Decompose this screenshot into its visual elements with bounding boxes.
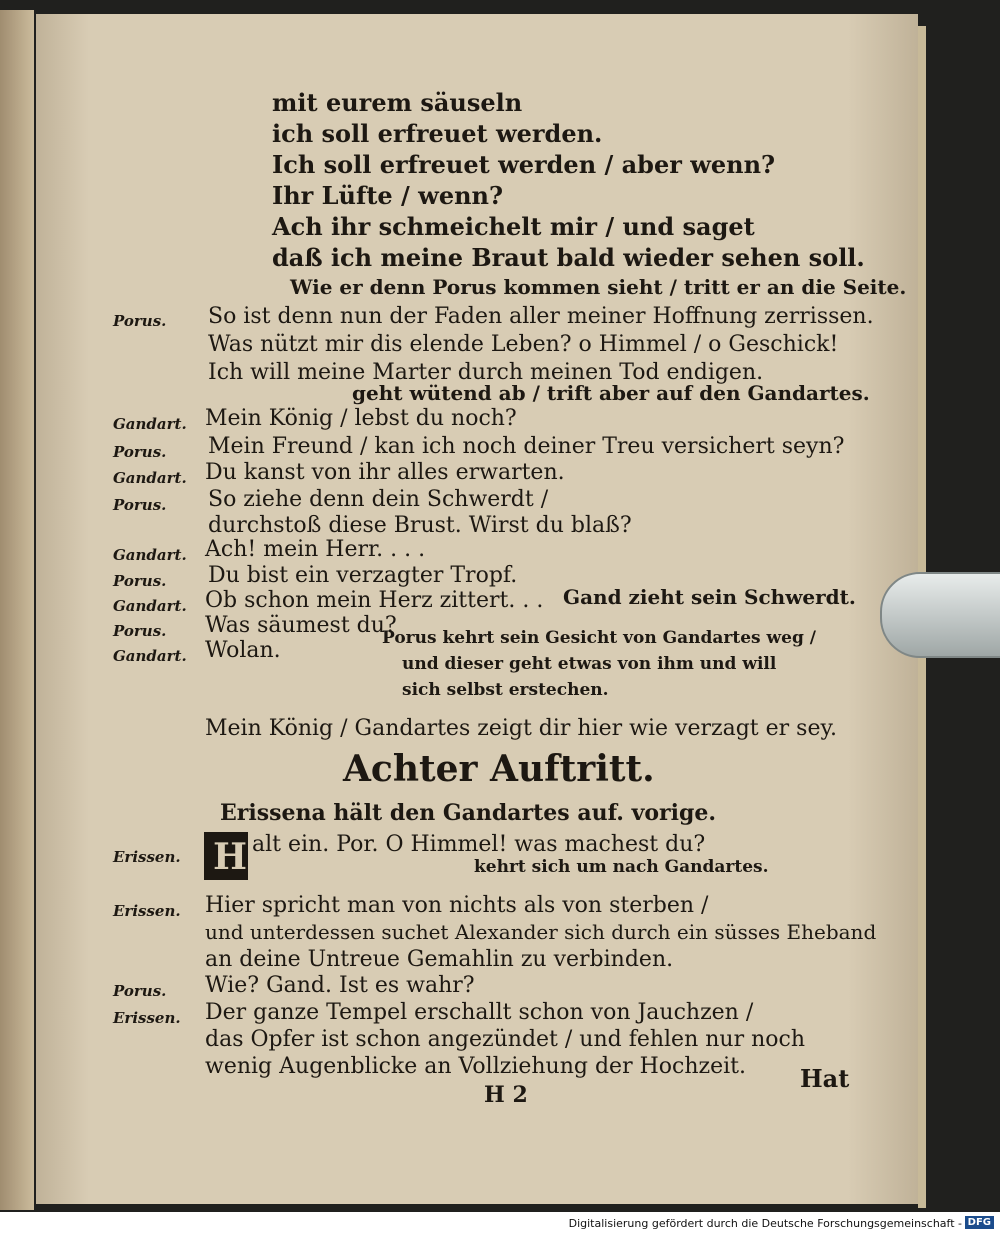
verse-line: daß ich meine Braut bald wieder sehen soll. [272,243,865,272]
stage-direction: kehrt sich um nach Gandartes. [474,857,769,877]
catchword: Hat [800,1064,850,1093]
dialogue-line: So ist denn nun der Faden aller meiner Hoffnung zerrissen. [208,304,874,329]
dialogue-line: und unterdessen suchet Alexander sich durch ein süsses Eheband [205,920,877,944]
scene-title: Achter Auftritt. [343,748,655,790]
stage-direction: geht wütend ab / trift aber auf den Gandartes. [352,381,870,405]
facing-page-edge [0,10,34,1210]
dialogue-line: Du kanst von ihr alles erwarten. [205,460,565,485]
speaker-label: Erissen. [113,902,181,920]
dialogue-line: Mein Freund / kan ich noch deiner Treu versichert seyn? [208,434,845,459]
stage-direction: Porus kehrt sein Gesicht von Gandartes weg / [382,628,816,648]
funding-credit: Digitalisierung gefördert durch die Deutsche Forschungsgemeinschaft - [568,1217,962,1230]
dialogue-line: So ziehe denn dein Schwerdt / [208,487,549,512]
speaker-label: Porus. [113,312,167,330]
scene-subtitle: Erissena hält den Gandartes auf. vorige. [220,800,717,826]
dialogue-line: Ich will meine Marter durch meinen Tod endigen. [208,360,764,385]
dialogue-line: Was nützt mir dis elende Leben? o Himmel / o Geschick! [208,332,839,357]
speaker-label: Porus. [113,443,167,461]
speaker-label: Gandart. [113,469,187,487]
speaker-label: Erissen. [113,1009,181,1027]
dialogue-line: an deine Untreue Gemahlin zu verbinden. [205,947,674,972]
dialogue-line: Mein König / Gandartes zeigt dir hier wie verzagt er sey. [205,716,837,741]
dialogue-line: Mein König / lebst du noch? [205,406,517,431]
speaker-label: Gandart. [113,597,187,615]
dialogue-line: Ob schon mein Herz zittert. . . [205,588,544,613]
speaker-label: Porus. [113,982,167,1000]
dialogue-line: Was säumest du? [205,613,397,638]
dialogue-line: Wolan. [205,638,281,663]
dialogue-line: das Opfer ist schon angezündet / und fehlen nur noch [205,1027,805,1052]
dialogue-line: wenig Augenblicke an Vollziehung der Hochzeit. [205,1054,746,1079]
dialogue-line: Hier spricht man von nichts als von sterben / [205,893,709,918]
speaker-label: Gandart. [113,647,187,665]
speaker-label: Porus. [113,572,167,590]
verse-line: Ich soll erfreuet werden / aber wenn? [272,150,776,179]
speaker-label: Gandart. [113,415,187,433]
verse-line: mit eurem säuseln [272,88,523,117]
stage-direction: und dieser geht etwas von ihm und will [402,654,777,674]
dialogue-line: Ach! mein Herr. . . . [205,537,426,562]
speaker-label: Gandart. [113,546,187,564]
dialogue-line: Du bist ein verzagter Tropf. [208,563,518,588]
dialogue-line: Der ganze Tempel erschallt schon von Jauchzen / [205,1000,754,1025]
speaker-label: Erissen. [113,848,181,866]
speaker-label: Porus. [113,496,167,514]
dialogue-line: alt ein. Por. O Himmel! was machest du? [252,832,706,857]
dialogue-line: durchstoß diese Brust. Wirst du blaß? [208,513,632,538]
signature-mark: H 2 [484,1082,528,1108]
page-clip [880,572,1000,658]
stage-direction: Wie er denn Porus kommen sieht / tritt er an die Seite. [290,275,907,299]
stage-direction: sich selbst erstechen. [402,680,609,700]
verse-line: Ach ihr schmeichelt mir / und saget [272,212,755,241]
dfg-logo: DFG [965,1216,994,1229]
dialogue-line: Wie? Gand. Ist es wahr? [205,973,475,998]
verse-line: Ihr Lüfte / wenn? [272,181,504,210]
footer-bar [0,1212,1000,1236]
speaker-label: Porus. [113,622,167,640]
verse-line: ich soll erfreuet werden. [272,119,603,148]
stage-direction: Gand zieht sein Schwerdt. [563,585,856,609]
drop-cap: H [204,832,248,880]
